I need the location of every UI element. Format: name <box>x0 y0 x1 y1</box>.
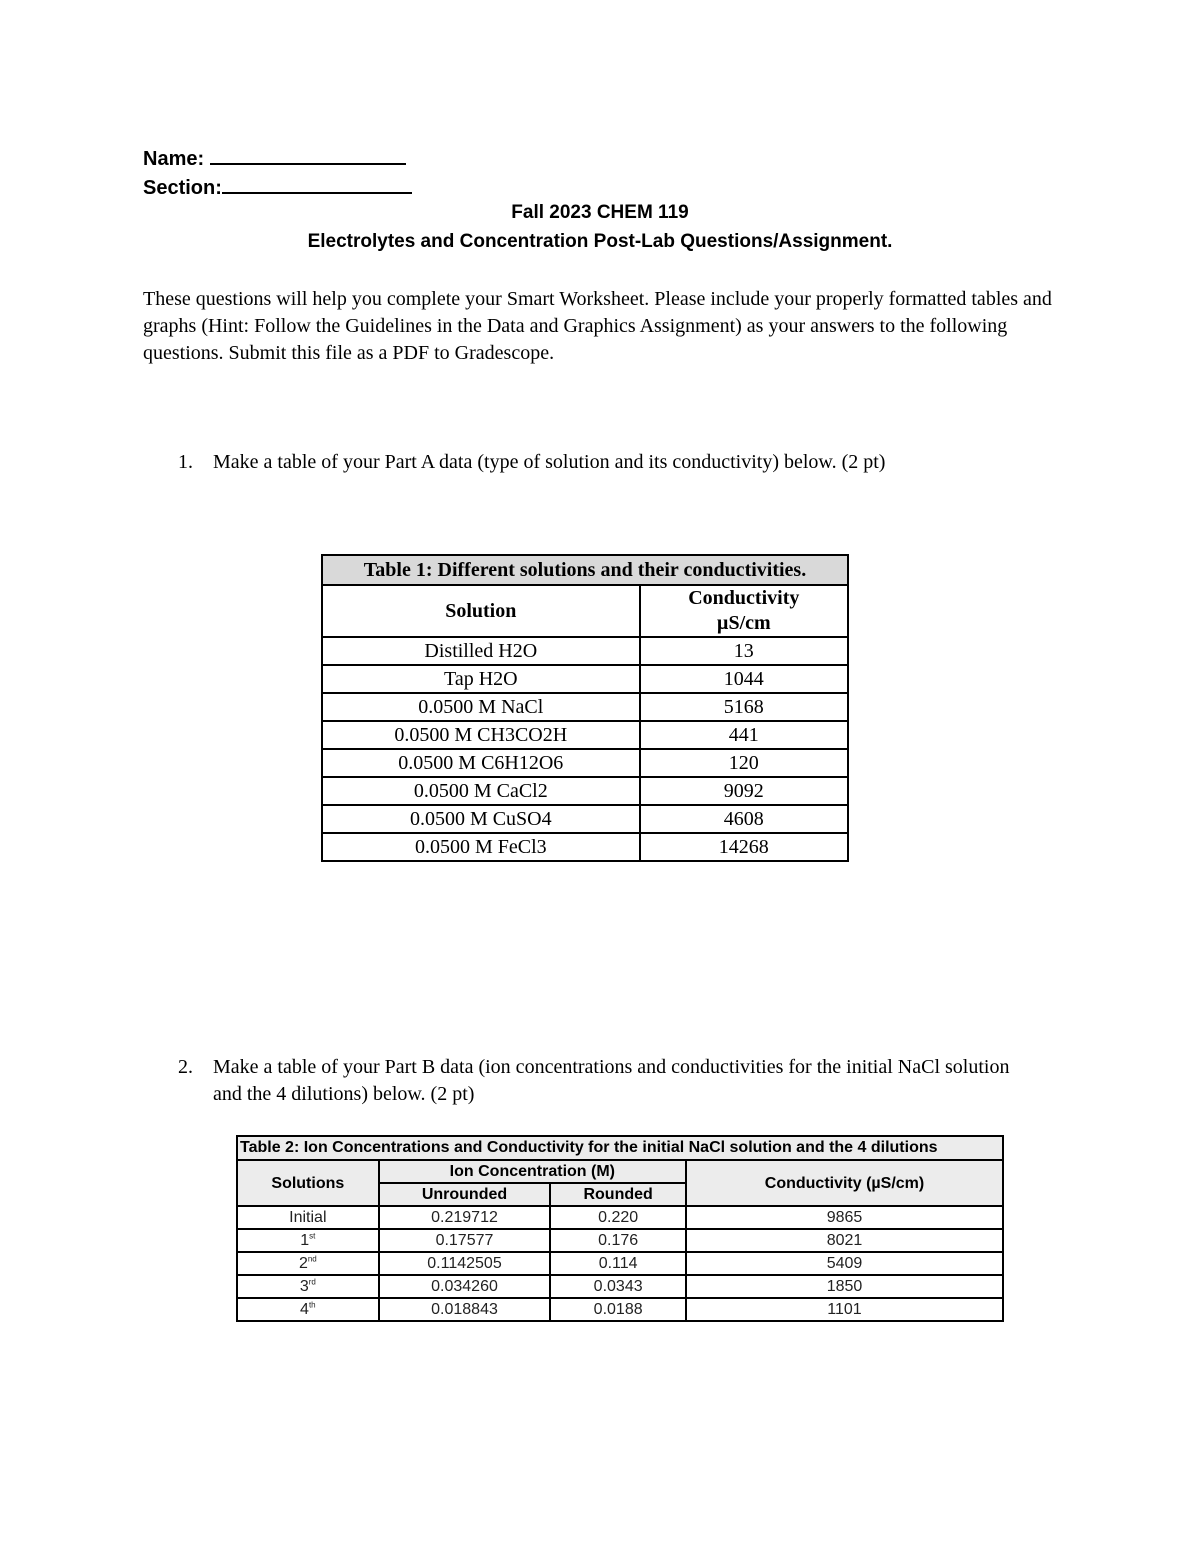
solution-label: 3 <box>299 1278 309 1295</box>
conductivity-cell: 441 <box>640 721 848 749</box>
conductivity-cell: 5168 <box>640 693 848 721</box>
table-row <box>322 805 848 833</box>
table-row <box>322 693 848 721</box>
table-row <box>237 1298 1003 1321</box>
table-1-caption: Table 1: Different solutions and their conductivities. <box>322 555 848 585</box>
ordinal-suffix: th <box>308 1300 316 1310</box>
assignment-title: Electrolytes and Concentration Post-Lab Questions/Assignment. <box>307 231 893 252</box>
solution-cell: 0.0500 M CuSO4 <box>322 805 640 833</box>
name-blank[interactable] <box>210 145 406 165</box>
conductivity-cell: 1044 <box>640 665 848 693</box>
table-1-header-solution: Solution <box>322 585 640 637</box>
conductivity-cell: 120 <box>640 749 848 777</box>
unrounded-cell: 0.1142505 <box>379 1252 551 1275</box>
conductivity-header-unit: µS/cm <box>716 612 771 634</box>
unrounded-cell: 0.018843 <box>379 1298 551 1321</box>
solution-cell <box>237 1252 379 1275</box>
ordinal-suffix: st <box>309 1231 316 1241</box>
rounded-cell: 0.114 <box>550 1252 686 1275</box>
table-row <box>237 1252 1003 1275</box>
solution-cell: Tap H2O <box>322 665 640 693</box>
solution-label: 2 <box>298 1255 308 1272</box>
table-2-header-ion-concentration: Ion Concentration (M) <box>379 1160 686 1183</box>
table-2-header-rounded: Rounded <box>550 1183 686 1206</box>
table-row <box>237 1206 1003 1229</box>
conductivity-cell: 13 <box>640 637 848 665</box>
rounded-cell: 0.220 <box>550 1206 686 1229</box>
conductivity-header-line1: Conductivity <box>688 587 800 609</box>
question-number: 2. <box>178 1056 193 1078</box>
table-2-caption: Table 2: Ion Concentrations and Conductivity for the initial NaCl solution and the 4 dilutions <box>237 1136 1003 1160</box>
course-title: Fall 2023 CHEM 119 <box>511 202 689 223</box>
ordinal-suffix: rd <box>308 1277 316 1287</box>
section-blank[interactable] <box>222 174 412 194</box>
intro-paragraph: These questions will help you complete your Smart Worksheet. Please include your properly formatted tables and graphs (Hint: Follow the Guidelines in the Data and Graphics Assignment) as your answers to the following questions. Submit this file as a PDF to Gradescope. <box>143 288 1052 364</box>
name-label: Name: <box>143 148 205 170</box>
table-row <box>322 749 848 777</box>
solution-cell: 0.0500 M NaCl <box>322 693 640 721</box>
conductivity-cell: 5409 <box>686 1252 1003 1275</box>
table-2-header-unrounded: Unrounded <box>379 1183 551 1206</box>
conductivity-cell: 1101 <box>686 1298 1003 1321</box>
rounded-cell: 0.176 <box>550 1229 686 1252</box>
section-label: Section: <box>143 177 222 199</box>
conductivity-cell: 9092 <box>640 777 848 805</box>
table-row <box>322 777 848 805</box>
conductivity-cell: 14268 <box>640 833 848 861</box>
solution-label: 4 <box>300 1301 309 1318</box>
conductivity-cell: 4608 <box>640 805 848 833</box>
question-1 <box>178 449 1028 476</box>
unrounded-cell: 0.219712 <box>379 1206 551 1229</box>
question-text: Make a table of your Part A data (type of solution and its conductivity) below. (2 pt) <box>213 451 886 473</box>
ordinal-suffix: nd <box>307 1254 317 1264</box>
table-row <box>322 665 848 693</box>
conductivity-cell: 1850 <box>686 1275 1003 1298</box>
table-row <box>237 1275 1003 1298</box>
table-row <box>237 1229 1003 1252</box>
conductivity-cell: 9865 <box>686 1206 1003 1229</box>
solution-cell <box>237 1229 379 1252</box>
table-2 <box>236 1135 1004 1322</box>
solution-label: Initial <box>289 1209 327 1226</box>
solution-cell: 0.0500 M CH3CO2H <box>322 721 640 749</box>
question-text: Make a table of your Part B data (ion concentrations and conductivities for the initial NaCl solution and the 4 dilutions) below. (2 pt) <box>213 1056 1010 1105</box>
solution-cell: 0.0500 M FeCl3 <box>322 833 640 861</box>
table-row <box>322 833 848 861</box>
table-row <box>322 721 848 749</box>
solution-label: 1 <box>300 1232 310 1249</box>
solution-cell: 0.0500 M C6H12O6 <box>322 749 640 777</box>
solution-cell: Distilled H2O <box>322 637 640 665</box>
question-number: 1. <box>178 451 193 473</box>
solution-cell: 0.0500 M CaCl2 <box>322 777 640 805</box>
table-1 <box>321 554 849 862</box>
table-2-header-solutions: Solutions <box>237 1160 379 1206</box>
table-row <box>322 637 848 665</box>
name-field <box>143 145 406 171</box>
section-field <box>143 174 412 200</box>
rounded-cell: 0.0343 <box>550 1275 686 1298</box>
rounded-cell: 0.0188 <box>550 1298 686 1321</box>
conductivity-cell: 8021 <box>686 1229 1003 1252</box>
table-2-header-conductivity: Conductivity (µS/cm) <box>686 1160 1003 1206</box>
solution-cell <box>237 1275 379 1298</box>
question-2 <box>178 1054 1028 1108</box>
table-1-header-conductivity <box>640 585 848 637</box>
solution-cell <box>237 1206 379 1229</box>
unrounded-cell: 0.034260 <box>379 1275 551 1298</box>
unrounded-cell: 0.17577 <box>379 1229 551 1252</box>
solution-cell <box>237 1298 379 1321</box>
